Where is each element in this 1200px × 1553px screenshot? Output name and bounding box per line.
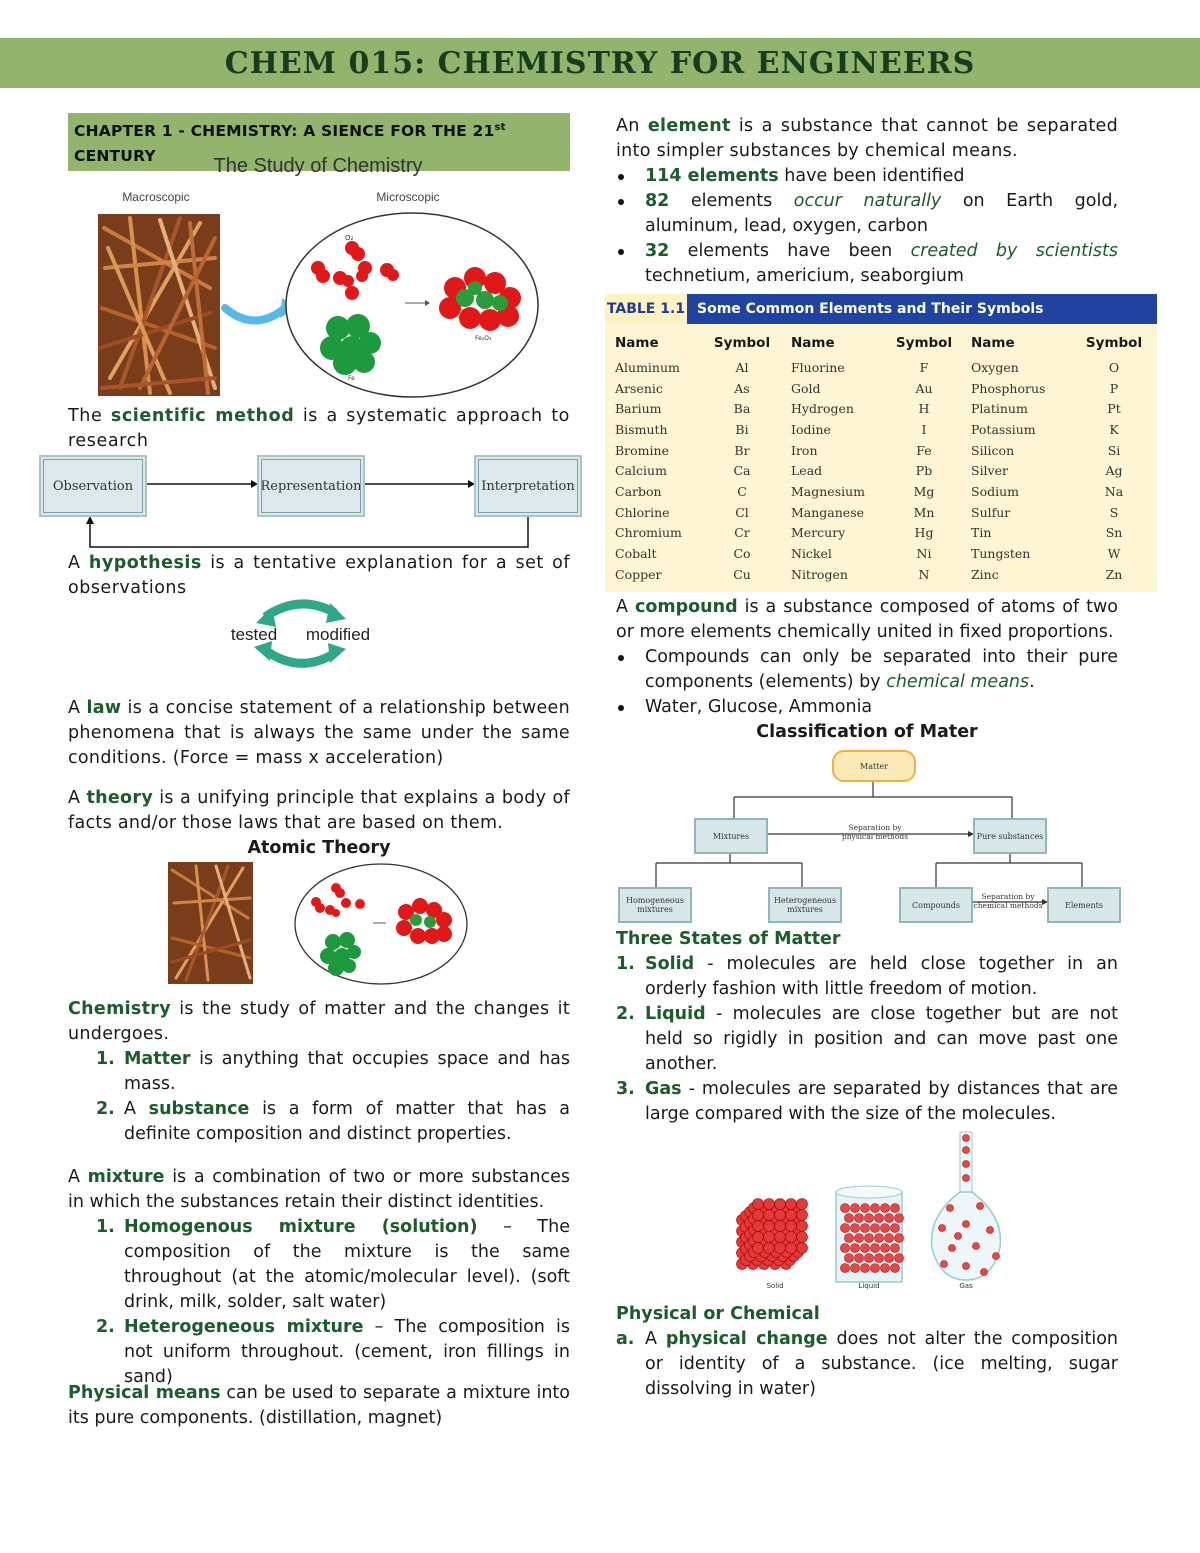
physical-means-text: Physical means can be used to separate a mixture into its pure components. (distillation, magnet) [68,1383,570,1428]
table-cell: Iron [791,442,818,458]
list-item: 1. Homogenous mixture (solution) – The composition of the mixture is the same throughout (at the atomic/molecular level). (soft drink, milk, solder, salt water) [96,1217,570,1312]
table-header-cell: Name [971,335,1015,351]
table-header-cell: Symbol [895,335,953,351]
table-cell: Al [735,359,749,375]
gas-flask [932,1132,1001,1280]
table-cell: Pb [915,463,933,479]
table-cell: Silver [971,463,1008,479]
table-cell: S [1109,504,1119,520]
table-cell: Cu [733,566,751,582]
element-bullets [616,164,1118,289]
interpretation-box: Interpretation [474,455,582,517]
heterogeneous-node: Heterogeneous mixtures [768,887,842,923]
table-caption: Some Common Elements and Their Symbols [687,294,1157,324]
separation-physical-label: Separation by physical methods [841,823,909,841]
list-item: 114 elements have been identified [616,164,1118,189]
physical-change-list [616,1327,1118,1402]
table-row [605,419,1157,440]
list-item: 2. Liquid - molecules are close together but are not held so rigidly in position and can move past one another. [616,1004,1118,1074]
table-row [605,502,1157,523]
compound-section: A compound is a substance composed of atoms of two or more elements chemically united in fixed proportions. Compounds can only be separated into their pure components (elements) by chemical means. Water, Glucose, Ammonia Classification of Mater [616,595,1118,745]
table-cell: Aluminum [615,359,680,375]
mixture-section: A mixture is a combination of two or more substances in which the substances retain their distinct identities. 1. Homogenous mixture (solution) – The composition of the mixture is the same throughout (at the atomic/molecular level). (soft drink, milk, solder, salt water) 2. Heterogeneous mixture – The composition is not uniform throughout. (cement, iron fillings in sand) [68,1165,570,1390]
table-cell: Cr [734,525,750,541]
compounds-node: Compounds [899,887,973,923]
states-title: Three States of Matter [616,929,841,949]
table-cell: Gold [791,380,821,396]
solid-cube [737,1199,808,1270]
pure-substances-node: Pure substances [973,818,1047,854]
list-item: 2. Heterogeneous mixture – The composition is not uniform throughout. (cement, iron fillings in sand) [96,1317,570,1387]
mixture-list [68,1215,570,1390]
list-item: 3. Gas - molecules are separated by distances that are large compared with the size of the molecules. [616,1079,1118,1124]
scientific-method-text: The scientific method is a systematic approach to research [68,406,570,451]
tested-label: tested [230,625,278,644]
solid-label: Solid [766,1282,784,1290]
table-cell: Barium [615,401,662,417]
physical-chemical-section [616,1302,1118,1402]
table-cell: Potassium [971,421,1036,437]
table-row [605,543,1157,564]
table-row [605,523,1157,544]
table-cell: Hg [914,525,934,541]
table-cell: Nickel [791,546,832,562]
microscopic-label: Microscopic [376,190,440,204]
element-section: An element is a substance that cannot be separated into simpler substances by chemical means. 114 elements have been identified 82 elements occur naturally on Earth gold, aluminum, lead, oxygen, carbon 32 elements have been created by scientists technetium, americium, seaborgium [616,114,1118,289]
table-cell: Bromine [615,442,669,458]
mixtures-node: Mixtures [694,818,768,854]
table-cell: Carbon [615,483,662,499]
table-cell: Bi [735,421,749,437]
table-cell: Phosphorus [971,380,1046,396]
table-header-cell: Name [615,335,659,351]
representation-box: Representation [257,455,365,517]
table-cell: Cl [735,504,749,520]
table-cell: I [921,421,927,437]
table-cell: Ag [1105,463,1123,479]
modified-label: modified [305,625,371,644]
compound-bullets [616,645,1118,720]
elements-table [605,324,1157,592]
list-item: 82 elements occur naturally on Earth gold, aluminum, lead, oxygen, carbon [616,189,1118,239]
table-cell: Sulfur [971,504,1011,520]
table-label: TABLE 1.1 [605,294,687,324]
table-cell: Hydrogen [791,401,854,417]
states-of-matter-figure [730,1128,1010,1293]
hypothesis-text: A hypothesis is a tentative explanation for a set of observations [68,553,570,598]
chemistry-section: Chemistry is the study of matter and the changes it undergoes. 1. Matter is anything that occupies space and has mass. 2. A substance is a form of matter that has a definite composition and distinct properties. [68,997,570,1147]
table-cell: Ni [916,546,932,562]
table-cell: Si [1107,442,1121,458]
list-item: 32 elements have been created by scientists technetium, americium, seaborgium [616,239,1118,289]
table-cell: As [734,380,750,396]
table-cell: Sn [1105,525,1123,541]
matter-node: Matter [832,750,916,782]
table-cell: Bismuth [615,421,668,437]
table-cell: Oxygen [971,359,1019,375]
chemistry-list [68,1047,570,1147]
table-cell: N [918,566,930,582]
study-of-chemistry-figure [90,148,560,400]
liquid-beaker [836,1186,904,1282]
tested-modified-cycle [220,595,380,673]
atomic-theory-title: Atomic Theory [247,838,391,858]
table-row [605,564,1157,585]
chapter-title: CHAPTER 1 - CHEMISTRY: A SIENCE FOR THE 21st CENTURY [68,113,570,171]
table-cell: Tungsten [971,546,1031,562]
table-cell: Zn [1105,566,1123,582]
table-cell: Ba [733,401,751,417]
table-header-cell: Symbol [713,335,771,351]
table-cell: Sodium [971,483,1019,499]
table-header-cell: Symbol [1085,335,1143,351]
states-list [616,952,1118,1127]
o2-label: O₂ [345,234,354,242]
table-cell: Manganese [791,504,865,520]
table-cell: Lead [791,463,823,479]
table-body [605,357,1157,585]
table-cell: Cobalt [615,546,657,562]
separation-chemical-label: Separation by chemical methods [973,892,1043,910]
list-item: Compounds can only be separated into their pure components (elements) by chemical means. [616,645,1118,695]
table-cell: Silicon [971,442,1015,458]
table-cell: O [1108,359,1120,375]
study-figure-title: The Study of Chemistry [213,155,423,177]
table-cell: W [1107,546,1121,562]
rusty-nails-photo [98,214,220,396]
atomic-theory-figure [168,858,478,986]
list-item: 2. A substance is a form of matter that has a definite composition and distinct properties. [96,1099,570,1144]
table-cell: Magnesium [791,483,866,499]
table-cell: P [1109,380,1119,396]
table-cell: Calcium [615,463,667,479]
liquid-label: Liquid [858,1282,880,1290]
table-cell: Chlorine [615,504,670,520]
fe2o3-label: Fe₂O₃ [475,335,492,342]
table-cell: Tin [971,525,992,541]
list-item: 1. Matter is anything that occupies space and has mass. [96,1049,570,1094]
table-cell: Zinc [971,566,999,582]
table-cell: Nitrogen [791,566,848,582]
table-row [605,460,1157,481]
table-row [605,378,1157,399]
table-cell: Na [1104,483,1124,499]
elements-node: Elements [1047,887,1121,923]
table-cell: Iodine [791,421,831,437]
gas-label: Gas [959,1282,973,1290]
table-cell: Chromium [615,525,682,541]
table-header [605,294,1157,324]
list-item: 1. Solid - molecules are held close together in an orderly fashion with little freedom of motion. [616,954,1118,999]
table-cell: H [918,401,930,417]
table-cell: Fluorine [791,359,845,375]
table-cell: Ca [733,463,751,479]
table-cell: Arsenic [615,380,663,396]
table-cell: Au [915,380,933,396]
table-cell: Pt [1107,401,1121,417]
header-banner [0,38,1200,88]
table-cell: C [737,483,747,499]
macroscopic-label: Macroscopic [122,190,190,204]
table-row [605,481,1157,502]
physical-chemical-title: Physical or Chemical [616,1304,820,1324]
table-cell: Copper [615,566,662,582]
table-cell: Br [734,442,750,458]
states-section [616,927,1118,1127]
table-row [605,398,1157,419]
table-cell: Platinum [971,401,1028,417]
theory-text: A theory is a unifying principle that explains a body of facts and/or those laws that are based on them. Atomic Theory [68,786,570,861]
page-title: CHEM 015: CHEMISTRY FOR ENGINEERS [224,45,976,81]
table-cell: K [1109,421,1119,437]
list-item: Water, Glucose, Ammonia [616,695,1118,720]
table-cell: Fe [916,442,932,458]
law-text: A law is a concise statement of a relationship between phenomena that is always the same under the same conditions. (Force = mass x acceleration) [68,698,571,768]
fe-label: Fe [348,375,355,382]
list-item: a. A physical change does not alter the composition or identity of a substance. (ice melting, sugar dissolving in water) [616,1329,1119,1399]
classification-title: Classification of Mater [756,722,978,742]
table-header-cell: Name [791,335,835,351]
table-cell: Mn [913,504,935,520]
table-cell: Mg [913,483,935,499]
observation-box: Observation [39,455,147,517]
homogeneous-node: Homogeneous mixtures [618,887,692,923]
table-cell: Co [733,546,751,562]
table-row [605,357,1157,378]
table-cell: F [919,359,929,375]
table-row [605,440,1157,461]
table-cell: Mercury [791,525,846,541]
